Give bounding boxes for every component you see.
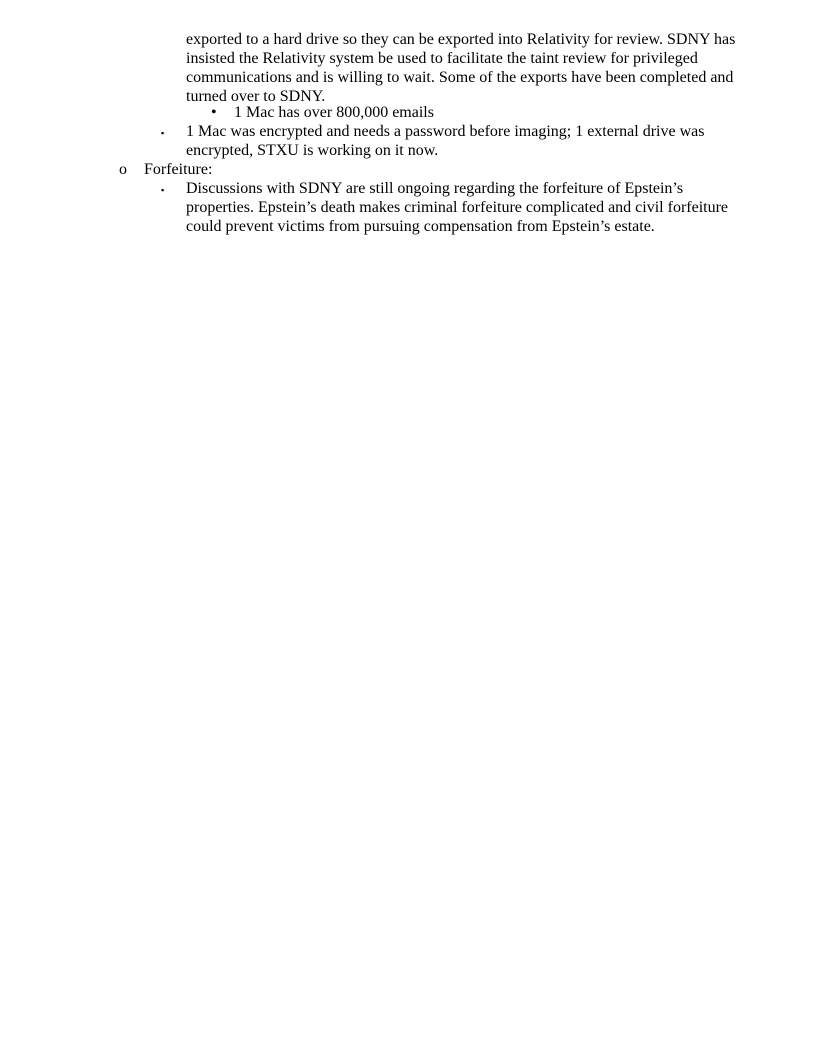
sub-bullet-item: 1 Mac has over 800,000 emails (234, 104, 434, 121)
continuation-paragraph: exported to a hard drive so they can be exported into Relativity for review. SDNY has insisted the Relativity system be used to facilitate the taint review for privileged communications and is willing to wait. Some of the exports have been completed and turned over to SDNY. (186, 31, 736, 105)
bullet-item-forfeiture-discussion: Discussions with SDNY are still ongoing regarding the forfeiture of Epstein’s properties. Epstein’s death makes criminal forfeiture complicated and civil forfeiture could prevent victims from pursuing compensation from Epstein’s estate. (186, 180, 729, 235)
circle-bullet-icon: o (119, 161, 127, 178)
bullet-dot-icon: • (211, 104, 217, 121)
bullet-item-encryption: 1 Mac was encrypted and needs a password before imaging; 1 external drive was encrypted, STXU is working on it now. (186, 123, 705, 159)
square-bullet-icon: ▪ (161, 185, 165, 195)
square-bullet-icon: ▪ (161, 128, 165, 138)
section-heading-forfeiture: Forfeiture: (144, 161, 213, 178)
